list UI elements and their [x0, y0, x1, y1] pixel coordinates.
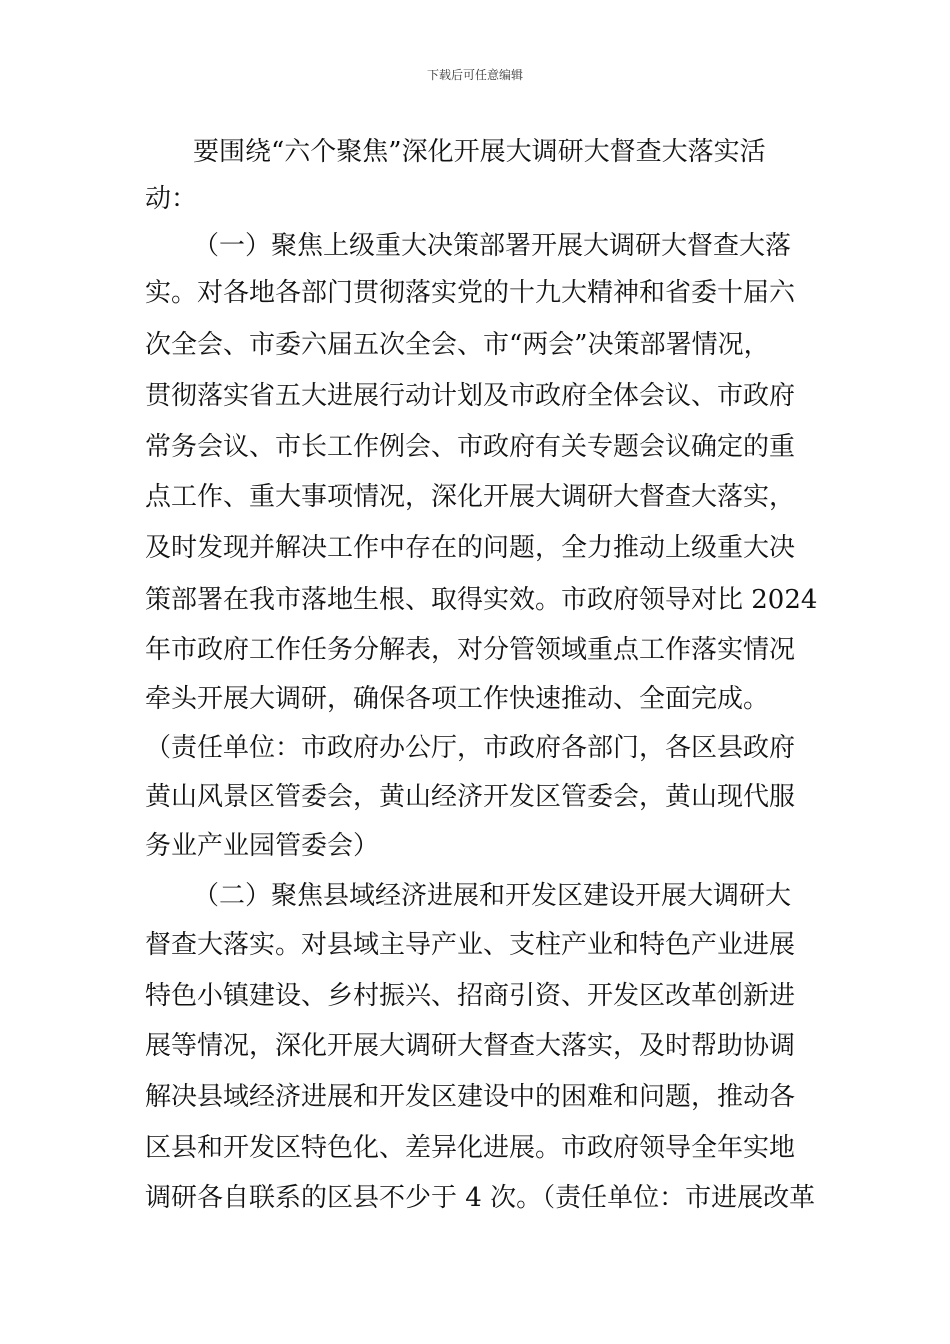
text-line: 牵头开展大调研，确保各项工作快速推动、全面完成。: [145, 684, 770, 714]
text-line: 次全会、市委六届五次全会、市“两会”决策部署情况，: [145, 330, 770, 360]
text-line: 特色小镇建设、乡村振兴、招商引资、开发区改革创新进: [145, 981, 796, 1011]
text-line: 动：: [145, 184, 198, 214]
text-line: 贯彻落实省五大进展行动计划及市政府全体会议、市政府: [145, 381, 796, 411]
text-line: 常务会议、市长工作例会、市政府有关专题会议确定的重: [145, 432, 796, 462]
text-line: 务业产业园管委会）: [145, 831, 380, 861]
text-line: （一）聚焦上级重大决策部署开展大调研大督查大落: [193, 231, 792, 261]
text-line: 黄山风景区管委会，黄山经济开发区管委会，黄山现代服: [145, 782, 796, 812]
text-line: 区县和开发区特色化、差异化进展。市政府领导全年实地: [145, 1133, 796, 1163]
page-header: 下载后可任意编辑: [426, 68, 523, 82]
text-line: 点工作、重大事项情况，深化开展大调研大督查大落实，: [145, 482, 796, 512]
text-line: 策部署在我市落地生根、取得实效。市政府领导对比 2024: [145, 585, 818, 615]
text-line: 调研各自联系的区县不少于 4 次。（责任单位：市进展改革: [145, 1183, 816, 1213]
text-line: 解决县域经济进展和开发区建设中的困难和问题，推动各: [145, 1082, 796, 1112]
text-line: （责任单位：市政府办公厅，市政府各部门，各区县政府: [145, 733, 796, 763]
text-line: 实。对各地各部门贯彻落实党的十九大精神和省委十届六: [145, 278, 796, 308]
text-line: 要围绕“六个聚焦”深化开展大调研大督查大落实活: [193, 137, 766, 167]
text-line: 年市政府工作任务分解表，对分管领域重点工作落实情况: [145, 635, 796, 665]
text-line: 及时发现并解决工作中存在的问题，全力推动上级重大决: [145, 533, 796, 563]
text-line: （二）聚焦县域经济进展和开发区建设开展大调研大: [193, 881, 792, 911]
text-line: 展等情况，深化开展大调研大督查大落实，及时帮助协调: [145, 1031, 796, 1061]
text-line: 督查大落实。对县域主导产业、支柱产业和特色产业进展: [145, 930, 796, 960]
